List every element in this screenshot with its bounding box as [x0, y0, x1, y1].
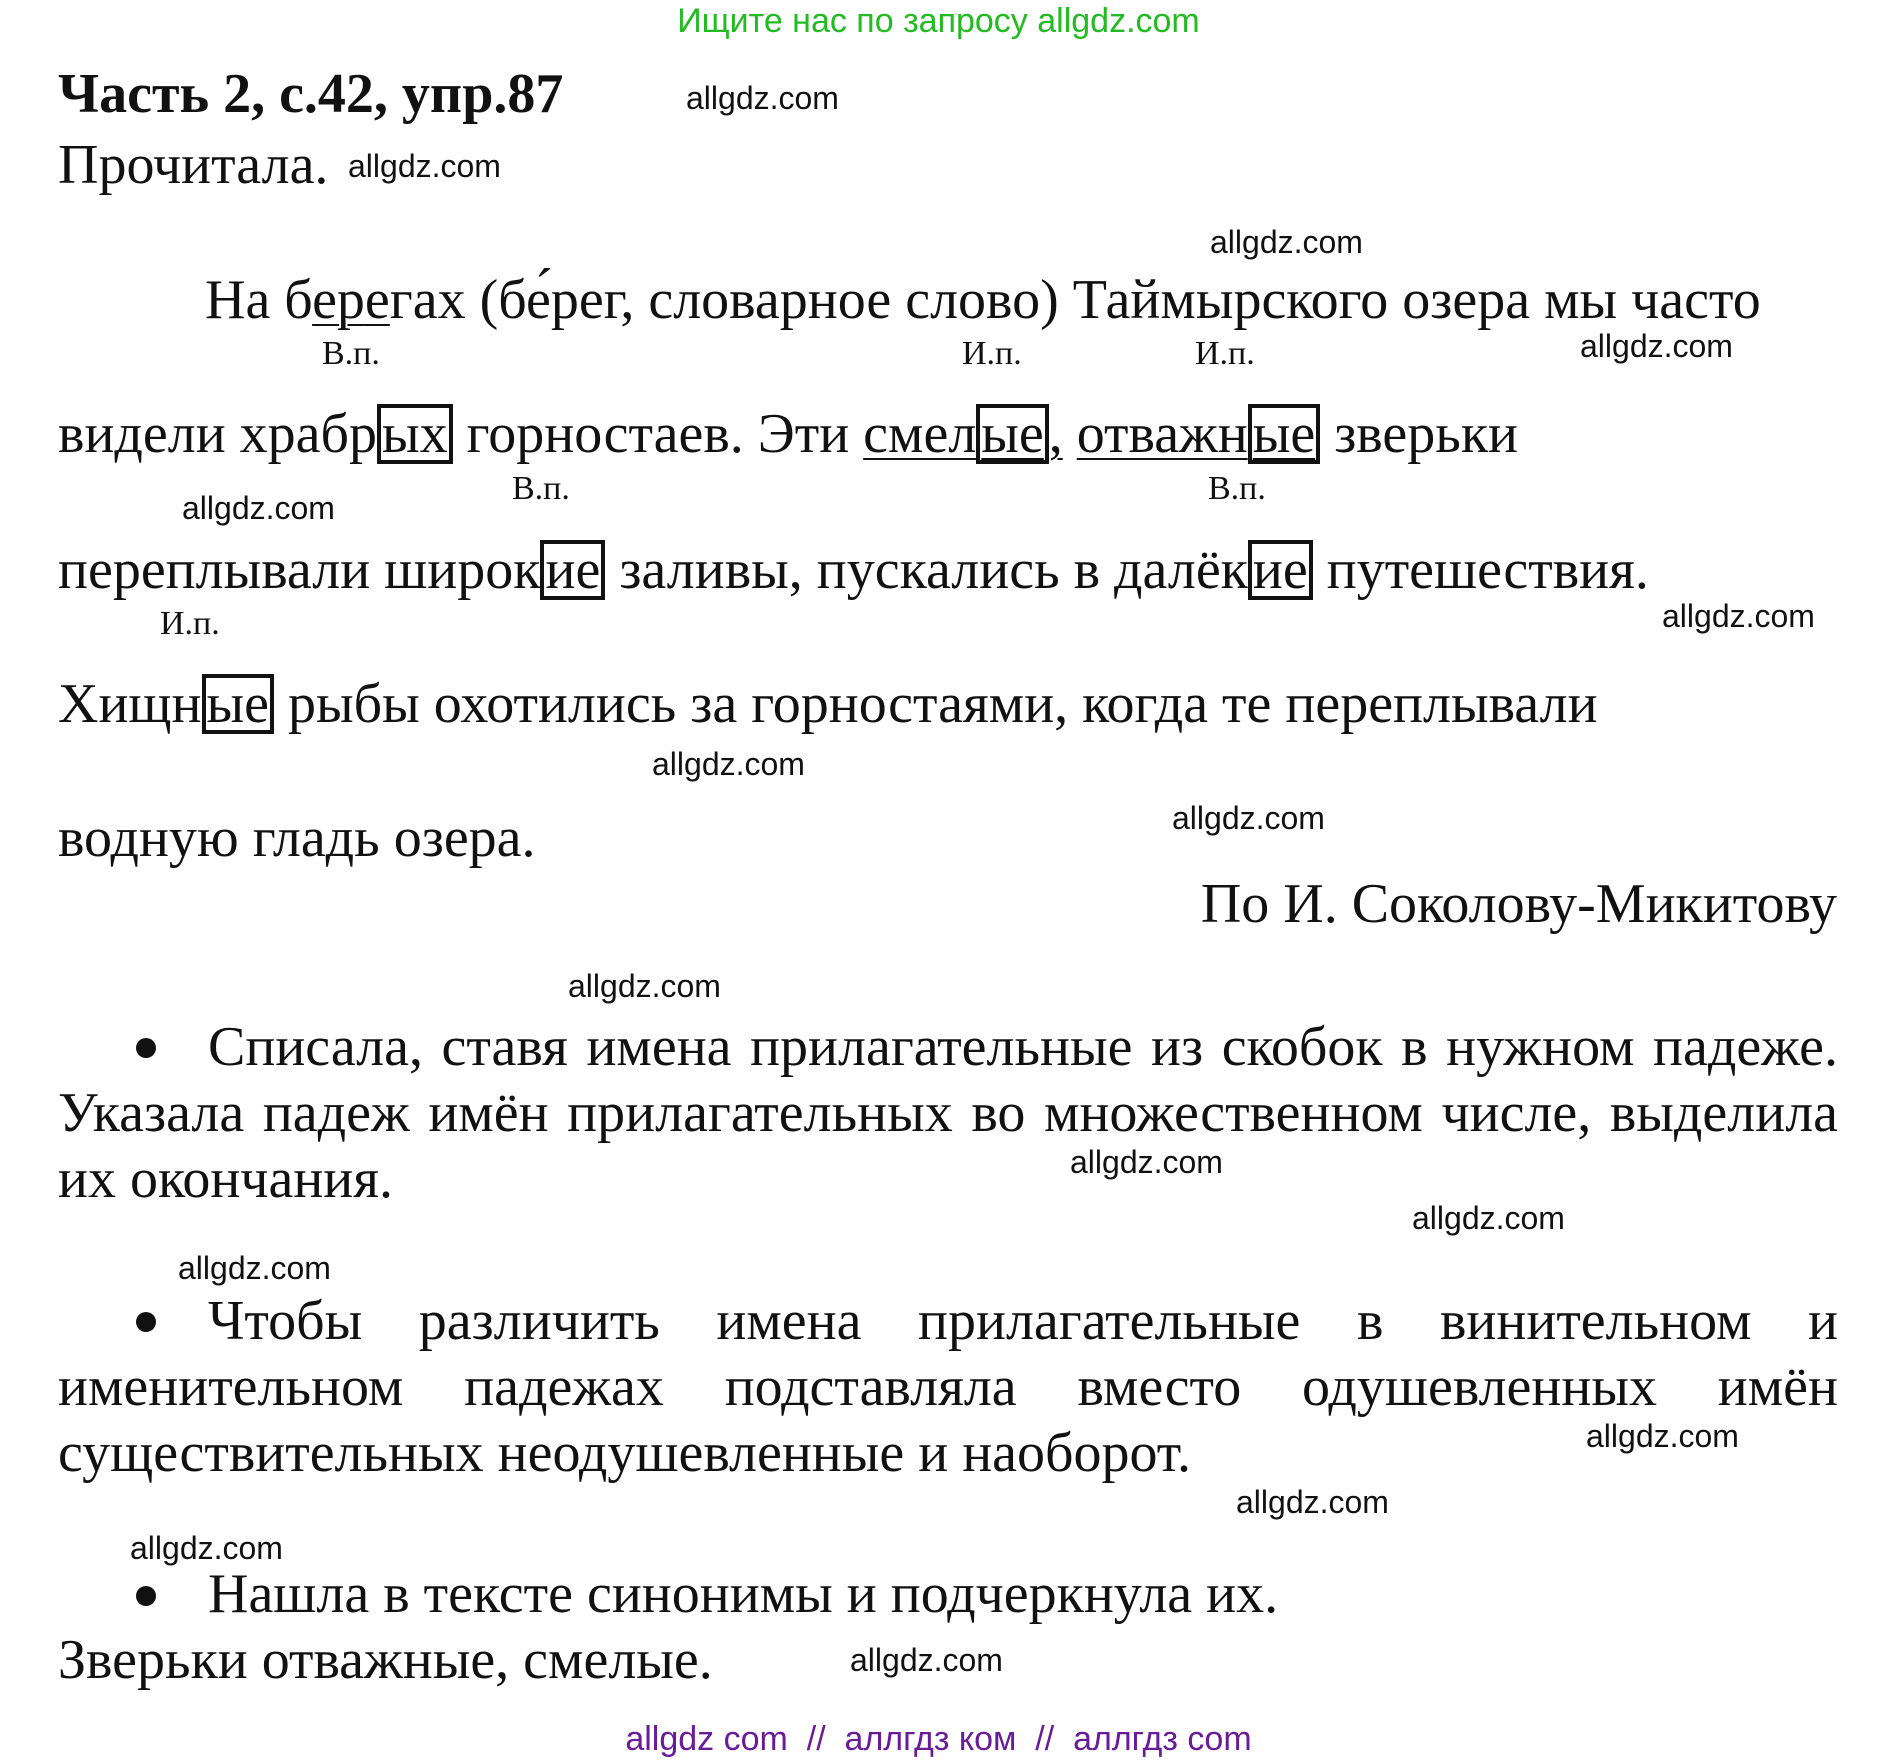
author-credit: По И. Соколову-Микитову [1200, 873, 1837, 935]
ending-box: ие [1248, 540, 1313, 600]
read-line: Прочитала. [58, 134, 329, 196]
case-label: В.п. [1208, 470, 1266, 507]
text-fragment: путешествия. [1312, 539, 1649, 601]
text-fragment: рыбы охотились за горностаями, когда те переплывали [273, 673, 1598, 735]
top-banner: Ищите нас по запросу allgdz.com [677, 2, 1200, 40]
watermark: allgdz.com [1236, 1484, 1389, 1520]
watermark: allgdz.com [1070, 1144, 1223, 1180]
synonym-underlined: отважн [1076, 403, 1248, 465]
exercise-heading: Часть 2, с.42, упр.87 [58, 63, 564, 125]
ending-box: ые [202, 674, 274, 734]
text-fragment: р [336, 269, 365, 331]
text-fragment: гах (бе́рег, словарное слово) Таймырского озера мы часто [389, 269, 1761, 331]
text-fragment: Хищн [58, 673, 202, 735]
bullet-paragraph-2 [58, 1288, 1838, 1486]
case-label: В.п. [322, 335, 380, 372]
synonym-underlined: смел [863, 403, 977, 465]
case-label: И.п. [160, 605, 220, 642]
text-line-5: водную гладь озера. [58, 807, 536, 869]
watermark: allgdz.com [686, 80, 839, 116]
ending-box: ых [377, 404, 453, 464]
text-fragment: видели храбр [58, 403, 378, 465]
watermark: allgdz.com [130, 1530, 283, 1566]
footer-watermark: allgdz com // аллгдз ком // аллгдз com [625, 1720, 1252, 1758]
text-line-2 [58, 402, 1518, 466]
watermark: allgdz.com [1210, 224, 1363, 260]
synonyms-line: Зверьки отважные, смелые. [58, 1629, 713, 1691]
watermark: allgdz.com [348, 148, 501, 184]
bullet-icon [136, 1586, 156, 1606]
text-fragment: зверьки [1320, 403, 1518, 465]
watermark: allgdz.com [1172, 800, 1325, 836]
watermark: allgdz.com [652, 746, 805, 782]
case-label: И.п. [962, 335, 1022, 372]
case-label: И.п. [1195, 335, 1255, 372]
watermark: allgdz.com [178, 1250, 331, 1286]
unstressed-vowel: е [364, 269, 390, 331]
unstressed-vowel: е [312, 269, 337, 331]
text-fragment: переплывали широк [58, 539, 541, 601]
bullet-paragraph-1 [58, 1014, 1838, 1212]
text-fragment: , [1048, 403, 1063, 465]
watermark: allgdz.com [850, 1642, 1003, 1678]
case-label: В.п. [512, 470, 570, 507]
bullet-text: Чтобы различить имена прилагательные в винительном и именительном падежах подставляла вместо одушевленных имён существительных неодушевленные и наоборот. [58, 1290, 1838, 1484]
bullet-paragraph-3: Нашла в тексте синонимы и подчеркнула их. [208, 1563, 1279, 1625]
ending-box: ие [540, 540, 605, 600]
watermark: allgdz.com [568, 968, 721, 1004]
watermark: allgdz.com [1586, 1418, 1739, 1454]
text-line-4 [58, 672, 1598, 736]
text-fragment: заливы, пускались в далёк [605, 539, 1248, 601]
watermark: allgdz.com [182, 490, 335, 526]
ending-box: ые [1248, 404, 1320, 464]
text-line-1 [205, 268, 1761, 332]
text-line-3 [58, 538, 1649, 602]
text-fragment: На б [205, 269, 313, 331]
text-fragment: горностаев. Эти [452, 403, 864, 465]
watermark: allgdz.com [1580, 328, 1733, 364]
watermark: allgdz.com [1412, 1200, 1565, 1236]
watermark: allgdz.com [1662, 598, 1815, 634]
ending-box: ые [976, 404, 1048, 464]
bullet-text: Списала, ставя имена прилагательные из скобок в нужном падеже. Указала падеж имён прилагательных во множественном числе, выделила их окончания. [58, 1016, 1838, 1210]
